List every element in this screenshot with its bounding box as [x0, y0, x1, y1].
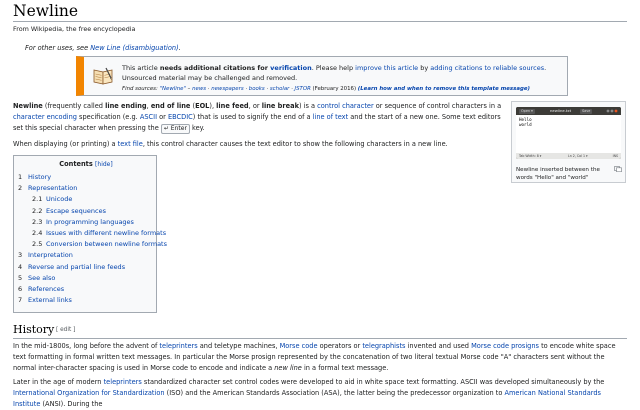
section-divider [13, 338, 627, 339]
text: (ISO) and the American Standards Association (ASA), the latter being the predecessor organization to [164, 389, 505, 397]
hatnote-text: For other uses, see [25, 44, 91, 52]
text: or sequence of control characters in a [373, 102, 502, 110]
term-line-ending: line ending [105, 102, 147, 110]
text-editor-screenshot[interactable] [516, 107, 621, 159]
book-icon [92, 66, 114, 86]
term-newline: Newline [13, 102, 43, 110]
intro-paragraph [13, 101, 503, 134]
text: (ANSI). During the [40, 400, 103, 408]
morse-prosigns-link[interactable]: Morse code prosigns [471, 342, 539, 350]
toc-item[interactable] [18, 172, 167, 183]
toc-number: 2.4 [32, 228, 43, 237]
text: ) is a [298, 102, 318, 110]
control-character-link[interactable]: control character [317, 102, 374, 110]
adding-citations-link[interactable]: adding citations to reliable sources [430, 64, 545, 72]
hatnote-end: . [178, 44, 181, 52]
telegraphists-link[interactable]: telegraphists [362, 342, 406, 350]
text: and teletype machines, [197, 342, 280, 350]
editor-titlebar [516, 107, 621, 115]
notice-t1: This article [122, 64, 160, 72]
learn-remove-link[interactable]: (Learn how and when to remove this template message) [357, 86, 530, 92]
status-ins: INS [612, 154, 618, 158]
toc-title: Contents [59, 160, 93, 168]
display-paragraph [13, 139, 503, 150]
toc-item[interactable] [18, 194, 167, 205]
iso-link[interactable]: International Organization for Standardization [13, 389, 165, 397]
ebcdic-link[interactable]: EBCDIC [167, 113, 193, 121]
toc-item[interactable] [18, 228, 167, 239]
citation-notice-box [76, 56, 568, 96]
text: ), [209, 102, 217, 110]
toc-item[interactable] [18, 262, 167, 273]
toc-number: 2.3 [32, 217, 43, 226]
toc-number: 5 [18, 273, 23, 282]
find-sources-label: Find sources: [122, 86, 160, 92]
window-title: newline.txt [550, 108, 572, 113]
teleprinters-link[interactable]: teleprinters [159, 342, 198, 350]
toc-link[interactable]: In programming languages [46, 217, 134, 226]
history-heading: History [13, 323, 55, 336]
text: invented and used [405, 342, 472, 350]
toc-number: 2.5 [32, 240, 43, 249]
notice-t6: by [418, 64, 431, 72]
toc-link[interactable]: Representation [28, 184, 78, 193]
text: , this control character causes the text editor to show the following characters in a new line. [142, 140, 448, 148]
toc-header [14, 160, 158, 168]
new-line-term: new line [274, 364, 302, 372]
sep: · [264, 86, 270, 92]
source-newline-link[interactable]: "Newline" [159, 86, 186, 92]
term-eol: EOL [195, 102, 210, 110]
toc-number: 7 [18, 296, 23, 305]
text: ) that is used to signify the end of a [192, 113, 313, 121]
title-divider [13, 21, 627, 22]
toc-item[interactable] [18, 273, 167, 284]
toc-link[interactable]: Interpretation [28, 251, 73, 260]
term-line-feed: line feed [216, 102, 249, 110]
text: When displaying (or printing) a [13, 140, 118, 148]
editor-statusbar [516, 153, 621, 159]
sep: · [243, 86, 249, 92]
toc-item[interactable] [18, 217, 167, 228]
morse-code-link[interactable]: Morse code [279, 342, 318, 350]
sep: · [289, 86, 295, 92]
toc-number: 3 [18, 251, 23, 260]
page-title: Newline [13, 2, 79, 20]
toc-list [18, 172, 167, 306]
toc-link[interactable]: Escape sequences [46, 206, 106, 215]
editor-line-2: world [519, 122, 532, 127]
enter-key-badge: ↵ Enter [161, 124, 190, 134]
text: In the mid-1800s, long before the advent of [13, 342, 160, 350]
source-books-link[interactable]: books [248, 86, 265, 92]
find-sources [122, 84, 562, 94]
toc-number: 2.1 [32, 195, 43, 204]
editor-body [516, 115, 621, 153]
toc-item[interactable] [18, 239, 167, 250]
sep: – [185, 86, 193, 92]
tagline: From Wikipedia, the free encyclopedia [13, 25, 136, 33]
improve-article-link[interactable]: improve this article [355, 64, 419, 72]
source-scholar-link[interactable]: scholar [269, 86, 290, 92]
toc-number: 1 [18, 173, 23, 181]
disambiguation-link[interactable]: New Line (disambiguation) [90, 44, 179, 52]
toc-number: 2.2 [32, 206, 43, 215]
status-position: Ln 2, Col 1 ▾ [568, 154, 588, 158]
toc-link[interactable]: Issues with different newline formats [46, 228, 167, 237]
notice-t8: . Unsourced material may be challenged and removed. [122, 64, 547, 82]
thumbnail-figure [511, 101, 626, 183]
toc-link[interactable]: External links [28, 296, 72, 305]
character-encoding-link[interactable]: character encoding [13, 113, 77, 121]
text: ( [190, 102, 196, 110]
text: key. [189, 124, 205, 132]
toc-link[interactable]: References [28, 284, 65, 293]
toc-number: 4 [18, 262, 23, 271]
source-news-link[interactable]: news [192, 86, 207, 92]
toc-item[interactable] [18, 250, 167, 261]
verification-link[interactable]: verification [270, 64, 312, 72]
edit-section-link[interactable]: [ edit ] [56, 327, 76, 333]
teleprinters-link-2[interactable]: teleprinters [103, 378, 142, 386]
editor-line-1: Hello [519, 117, 532, 122]
ascii-link[interactable]: ASCII [139, 113, 158, 121]
toc-item[interactable] [18, 284, 167, 295]
text: , or [248, 102, 262, 110]
toc-item[interactable] [18, 295, 167, 306]
history-paragraph-2 [13, 377, 627, 410]
hatnote [25, 44, 181, 52]
text: (frequently called [42, 102, 106, 110]
text: specification (e.g. [76, 113, 140, 121]
term-line-break: line break [261, 102, 299, 110]
toc-number: 6 [18, 284, 23, 293]
toc-item[interactable] [18, 183, 167, 194]
notice-text [122, 63, 562, 94]
toc-link[interactable]: See also [28, 273, 56, 282]
table-of-contents [13, 155, 167, 313]
sep: · [206, 86, 212, 92]
open-button: Open ▾ [521, 108, 533, 113]
ansi-link[interactable]: American National Standards Institute [13, 389, 601, 408]
text: to encode white space text formatting in formal written text messages. In particular the Morse prosign represented by the concatenation of two literal textual Morse code "A" characters sent without the normal inter-character spacing is used in Morse code to encode and indicate a [13, 342, 616, 372]
toc-link[interactable]: Conversion between newline formats [46, 240, 167, 249]
term-end-of-line: end of line [150, 102, 191, 110]
notice-t2: needs additional citations for [159, 64, 271, 72]
status-tab-width: Tab Width: 8 ▾ [519, 154, 542, 158]
text: Later in the age of modern [13, 378, 104, 386]
source-newspapers-link[interactable]: newspapers [211, 86, 244, 92]
toc-number: 2 [18, 184, 23, 193]
toc-link[interactable]: Reverse and partial line feeds [28, 262, 126, 271]
toc-link[interactable]: Unicode [46, 195, 73, 204]
notice-date: (February 2016) [310, 86, 358, 92]
text: , [146, 102, 151, 110]
text: operators or [317, 342, 363, 350]
notice-t4: . Please help [311, 64, 356, 72]
toc-hide-link[interactable]: [hide] [95, 161, 113, 168]
line-of-text-link[interactable]: line of text [312, 113, 349, 121]
text: and the start of a new one. Some text editors set this special character when pressing the [13, 113, 501, 132]
text: standardized character set control codes were developed to aid in white space text formatting. ASCII was developed simultaneously by the [141, 378, 605, 386]
source-jstor-link[interactable]: JSTOR [294, 86, 311, 92]
thumbnail-caption: Newline inserted between the words "Hello" and "world" [516, 167, 600, 181]
text-file-link[interactable]: text file [117, 140, 143, 148]
toc-link[interactable]: History [28, 173, 52, 181]
text: in a formal text message. [301, 364, 389, 372]
text: or [157, 113, 168, 121]
window-controls-icon [606, 109, 618, 113]
save-button: Save [582, 108, 591, 113]
history-paragraph-1 [13, 341, 627, 374]
toc-item[interactable] [18, 206, 167, 217]
